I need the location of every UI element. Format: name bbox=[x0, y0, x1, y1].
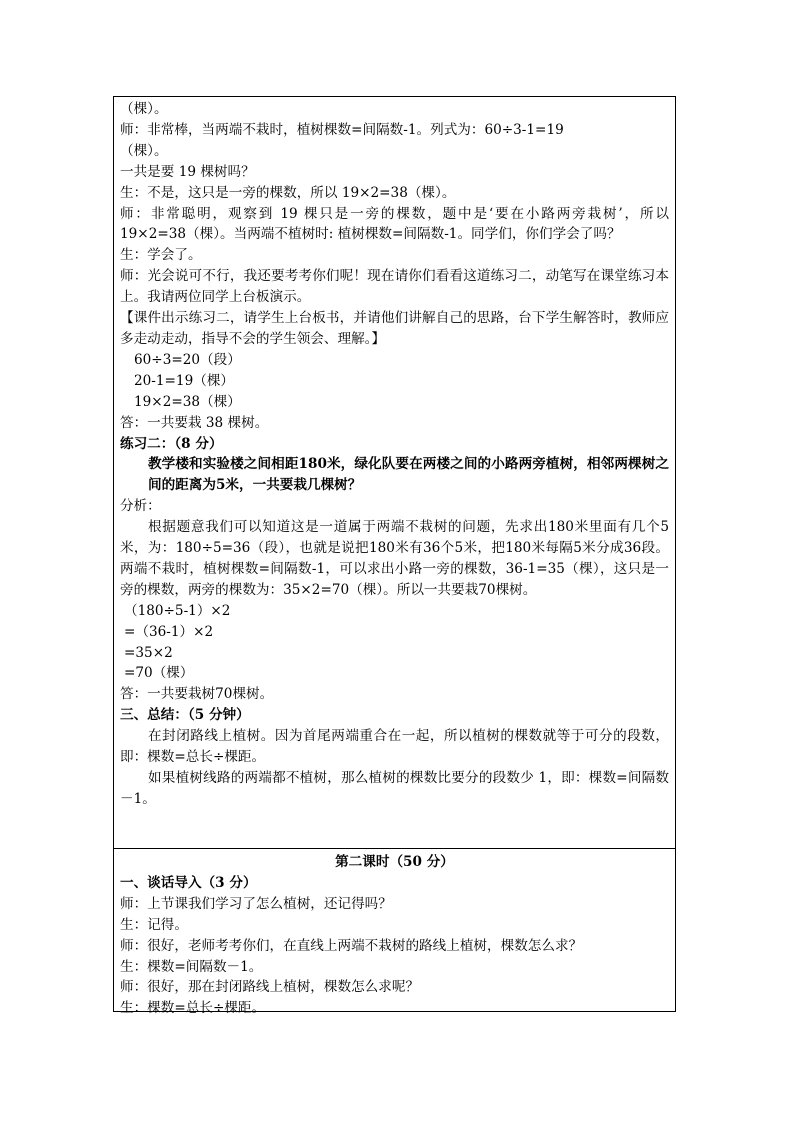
summary-heading: 三、总结：（5 分钟） bbox=[120, 707, 250, 724]
calc-line: 20-1=19（棵） bbox=[134, 372, 235, 389]
exercise-problem: 教学楼和实验楼之间相距180米，绿化队要在两楼之间的小路两旁植树，相邻两棵树之间的距离为5米，一共要栽几棵树？ bbox=[148, 456, 669, 494]
calc-line: =35×2 bbox=[124, 644, 173, 661]
text-line: （棵）。 bbox=[120, 101, 168, 117]
text-line: 师：很好，老师考考你们，在直线上两端不栽树的路线上植树，棵数怎么求？ bbox=[120, 937, 583, 954]
lesson2-cell bbox=[120, 852, 669, 1019]
text-line: 生：记得。 bbox=[120, 916, 188, 933]
answer-line: 答：一共要栽树70棵树。 bbox=[120, 686, 274, 703]
calc-line: =70（棵） bbox=[124, 665, 194, 682]
table-row-divider bbox=[114, 848, 675, 849]
section-heading: 一、谈话导入（3 分） bbox=[120, 874, 257, 891]
calc-line: =（36-1）×2 bbox=[124, 623, 214, 640]
calc-line: （180÷5-1）×2 bbox=[124, 602, 231, 619]
text-line: 生：不是，这只是一旁的棵数，所以 19×2=38（棵）。 bbox=[120, 184, 456, 201]
summary-paragraph: 在封闭路线上植树。因为首尾两端重合在一起，所以植树的棵数就等于可分的段数，即：棵数=总长÷棵距。 bbox=[120, 728, 669, 766]
lesson2-title: 第二课时（50 分） bbox=[335, 854, 454, 870]
text-line: 一共是要 19 棵树吗？ bbox=[120, 163, 255, 180]
lesson1-cell bbox=[120, 99, 669, 810]
text-line: （棵）。 bbox=[120, 142, 168, 159]
text-line: 师：很好，那在封闭路线上植树，棵数怎么求呢？ bbox=[120, 979, 420, 996]
lesson-plan-table bbox=[113, 96, 676, 1017]
text-paragraph: 师：光会说可不行，我还要考考你们呢！现在请你们看看这道练习二，动笔写在课堂练习本上。我请两位同学上台板演示。 bbox=[120, 268, 669, 306]
text-line: 师：上节课我们学习了怎么植树，还记得吗？ bbox=[120, 895, 392, 912]
analysis-label: 分析： bbox=[120, 498, 161, 515]
courseware-note: 【课件出示练习二，请学生上台板书，并请他们讲解自己的思路，台下学生解答时，教师应多走动走动，指导不会的学生领会、理解。】 bbox=[120, 310, 669, 347]
answer-line: 答：一共要栽 38 棵树。 bbox=[120, 414, 269, 431]
text-paragraph: 师：非常聪明，观察到 19 棵只是一旁的棵数，题中是‘要在小路两旁栽树’，所以 19×2=38（棵）。当两端不植树时: 植树棵数=间隔数-1。同学们，你们学会了吗？ bbox=[120, 205, 669, 243]
text-line: 生：学会了。 bbox=[120, 247, 202, 264]
summary-paragraph: 如果植树线路的两端都不植树，那么植树的棵数比要分的段数少 1，即：棵数=间隔数－1。 bbox=[120, 770, 669, 807]
calc-line: 19×2=38（棵） bbox=[134, 393, 241, 410]
exercise-heading: 练习二：（8 分） bbox=[120, 435, 223, 452]
calc-line: 60÷3=20（段） bbox=[134, 351, 241, 368]
text-line: 师：非常棒，当两端不栽时，植树棵数=间隔数-1。列式为：60÷3-1=19 bbox=[120, 121, 564, 138]
analysis-paragraph: 根据题意我们可以知道这是一道属于两端不栽树的问题，先求出180米里面有几个5米，为：180÷5=36（段），也就是说把180米有36个5米，把180米每隔5米分成36段。两端不栽时，植树棵数=间隔数-1，可以求出小路一旁的棵数，36-1=35（棵），这只是一旁的棵数，两旁的棵数为：35×2=70（棵）。所以一共要栽70棵树。 bbox=[120, 519, 669, 598]
text-line: 生：棵数=间隔数－1。 bbox=[120, 958, 263, 975]
text-line: 生：棵数=总长÷棵距。 bbox=[120, 1000, 266, 1017]
